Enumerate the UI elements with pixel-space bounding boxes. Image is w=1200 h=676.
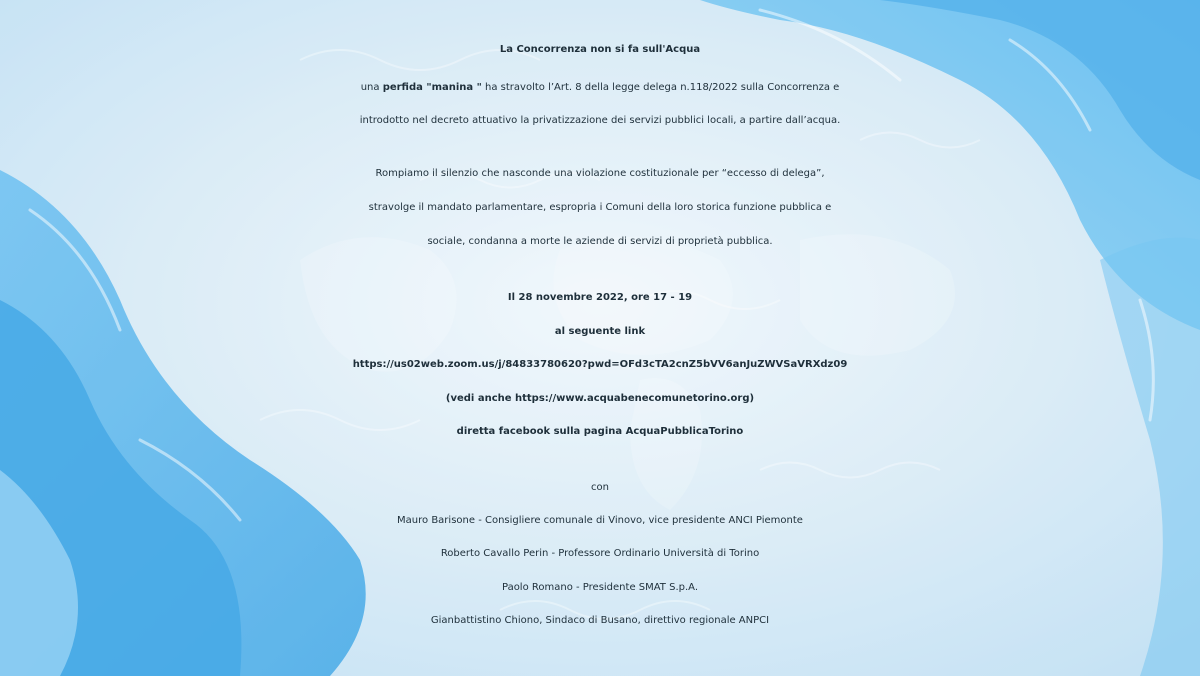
zoom-link[interactable]: https://us02web.zoom.us/j/84833780620?pwd=OFd3cTA2cnZ5bVV6anJuZWVSaVRXdz09 xyxy=(352,359,848,370)
intro-line-2: introdotto nel decreto attuativo la privatizzazione dei servizi pubblici locali, a partire dall’acqua. xyxy=(359,115,841,126)
facebook-live: diretta facebook sulla pagina AcquaPubblicaTorino xyxy=(456,426,744,437)
speaker-item: Gianbattistino Chiono, Sindaco di Busano, direttivo regionale ANPCI xyxy=(430,615,770,626)
paragraph-line-2: stravolge il mandato parlamentare, espropria i Comuni della loro storica funzione pubblica e xyxy=(368,202,832,213)
event-date: Il 28 novembre 2022, ore 17 - 19 xyxy=(507,292,693,303)
flyer-title: La Concorrenza non si fa sull'Acqua xyxy=(499,44,701,55)
with-label: con xyxy=(591,482,609,493)
intro-line-1-post: ha stravolto l’Art. 8 della legge delega n.118/2022 sulla Concorrenza e xyxy=(481,82,840,93)
see-also-link[interactable]: (vedi anche https://www.acquabenecomunetorino.org) xyxy=(445,393,755,404)
paragraph-line-3: sociale, condanna a morte le aziende di servizi di proprietà pubblica. xyxy=(427,236,773,247)
event-link-label: al seguente link xyxy=(554,326,646,337)
speaker-item: Paolo Romano - Presidente SMAT S.p.A. xyxy=(501,582,698,593)
intro-line-1 xyxy=(0,74,1200,102)
paragraph-line-1: Rompiamo il silenzio che nasconde una violazione costituzionale per “eccesso di delega”, xyxy=(375,168,825,179)
intro-line-1-pre: una xyxy=(360,82,383,93)
speaker-item: Mauro Barisone - Consigliere comunale di Vinovo, vice presidente ANCI Piemonte xyxy=(397,515,803,526)
intro-bold-phrase: perfida "manina " xyxy=(382,82,482,93)
speaker-item: Roberto Cavallo Perin - Professore Ordinario Università di Torino xyxy=(440,548,760,559)
